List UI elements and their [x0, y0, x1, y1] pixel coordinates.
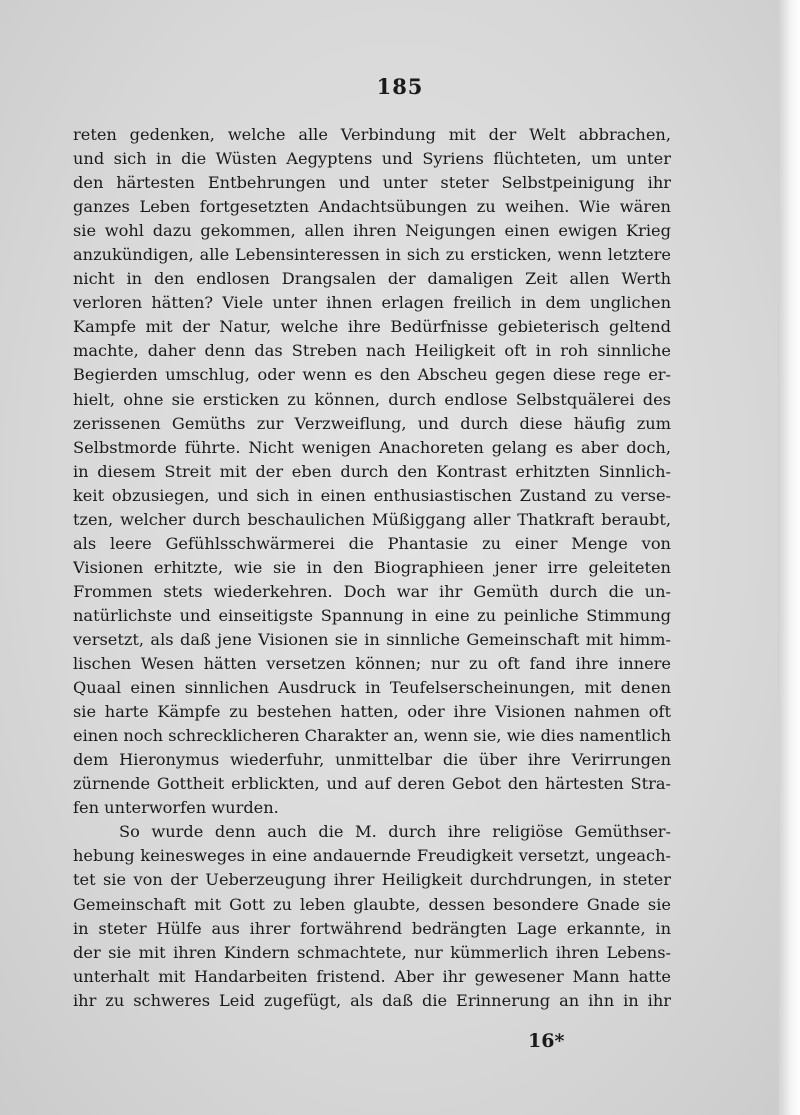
text-line: machte, daher denn das Streben nach Heiligkeit oft in roh sinnliche: [73, 341, 671, 361]
text-line-paragraph-start: So wurde denn auch die M. durch ihre religiöse Gemüthser-: [119, 822, 671, 842]
text-line: Selbstmorde führte. Nicht wenigen Anachoreten gelang es aber doch,: [73, 437, 671, 457]
text-line: zerissenen Gemüths zur Verzweiflung, und durch diese häufig zum: [73, 413, 671, 433]
text-line: Begierden umschlug, oder wenn es den Abscheu gegen diese rege er-: [73, 365, 671, 385]
text-line: hielt, ohne sie ersticken zu können, durch endlose Selbstquälerei des: [73, 389, 671, 409]
text-line: zürnende Gottheit erblickten, und auf deren Gebot den härtesten Stra-: [73, 774, 671, 794]
page-edge-shadow: [778, 0, 800, 1115]
text-line: in steter Hülfe aus ihrer fortwährend bedrängten Lage erkannte, in: [73, 918, 671, 938]
text-line: sie wohl dazu gekommen, allen ihren Neigungen einen ewigen Krieg: [73, 221, 671, 241]
text-line: reten gedenken, welche alle Verbindung mit der Welt abbrachen,: [73, 125, 671, 144]
text-line: anzukündigen, alle Lebensinteressen in sich zu ersticken, wenn letztere: [73, 245, 671, 265]
page-number: 185: [376, 74, 424, 99]
text-line: natürlichste und einseitigste Spannung in eine zu peinliche Stimmung: [73, 605, 671, 625]
text-line: tzen, welcher durch beschaulichen Müßiggang aller Thatkraft beraubt,: [73, 509, 671, 529]
body-text: [73, 123, 671, 1013]
text-line: sie harte Kämpfe zu bestehen hatten, oder ihre Visionen nahmen oft: [73, 702, 671, 722]
text-line: ganzes Leben fortgesetzten Andachtsübungen zu weihen. Wie wären: [73, 197, 671, 217]
text-line: nicht in den endlosen Drangsalen der damaligen Zeit allen Werth: [73, 269, 671, 289]
text-line: und sich in die Wüsten Aegyptens und Syriens flüchteten, um unter: [73, 149, 671, 169]
text-line: Frommen stets wiederkehren. Doch war ihr Gemüth durch die un-: [73, 581, 671, 601]
text-line: Quaal einen sinnlichen Ausdruck in Teufelserscheinungen, mit denen: [73, 678, 671, 698]
text-line: versetzt, als daß jene Visionen sie in sinnliche Gemeinschaft mit himm-: [73, 629, 671, 649]
text-line: der sie mit ihren Kindern schmachtete, nur kümmerlich ihren Lebens-: [73, 942, 671, 962]
text-line: unterhalt mit Handarbeiten fristend. Aber ihr gewesener Mann hatte: [73, 966, 671, 986]
text-line: Gemeinschaft mit Gott zu leben glaubte, dessen besondere Gnade sie: [73, 894, 671, 914]
text-line: den härtesten Entbehrungen und unter steter Selbstpeinigung ihr: [73, 173, 671, 193]
text-line: als leere Gefühlsschwärmerei die Phantasie zu einer Menge von: [73, 533, 671, 553]
text-line: hebung keinesweges in eine andauernde Freudigkeit versetzt, ungeach-: [73, 846, 671, 866]
text-line: ihr zu schweres Leid zugefügt, als daß die Erinnerung an ihn in ihr: [73, 990, 671, 1010]
text-line: einen noch schrecklicheren Charakter an, wenn sie, wie dies namentlich: [73, 726, 671, 746]
text-line-paragraph-end: fen unterworfen wurden.: [73, 798, 279, 818]
signature-mark: 16*: [528, 1030, 565, 1052]
text-line: Kampfe mit der Natur, welche ihre Bedürfnisse gebieterisch geltend: [73, 317, 671, 337]
text-line: tet sie von der Ueberzeugung ihrer Heiligkeit durchdrungen, in steter: [73, 870, 671, 890]
text-line: dem Hieronymus wiederfuhr, unmittelbar die über ihre Verirrungen: [73, 750, 671, 770]
text-line: lischen Wesen hätten versetzen können; nur zu oft fand ihre innere: [73, 654, 671, 674]
text-line: verloren hätten? Viele unter ihnen erlagen freilich in dem unglichen: [73, 293, 671, 313]
text-line: in diesem Streit mit der eben durch den Kontrast erhitzten Sinnlich-: [73, 461, 671, 481]
text-line: Visionen erhitzte, wie sie in den Biographieen jener irre geleiteten: [73, 557, 671, 577]
text-line: keit obzusiegen, und sich in einen enthusiastischen Zustand zu verse-: [73, 485, 671, 505]
